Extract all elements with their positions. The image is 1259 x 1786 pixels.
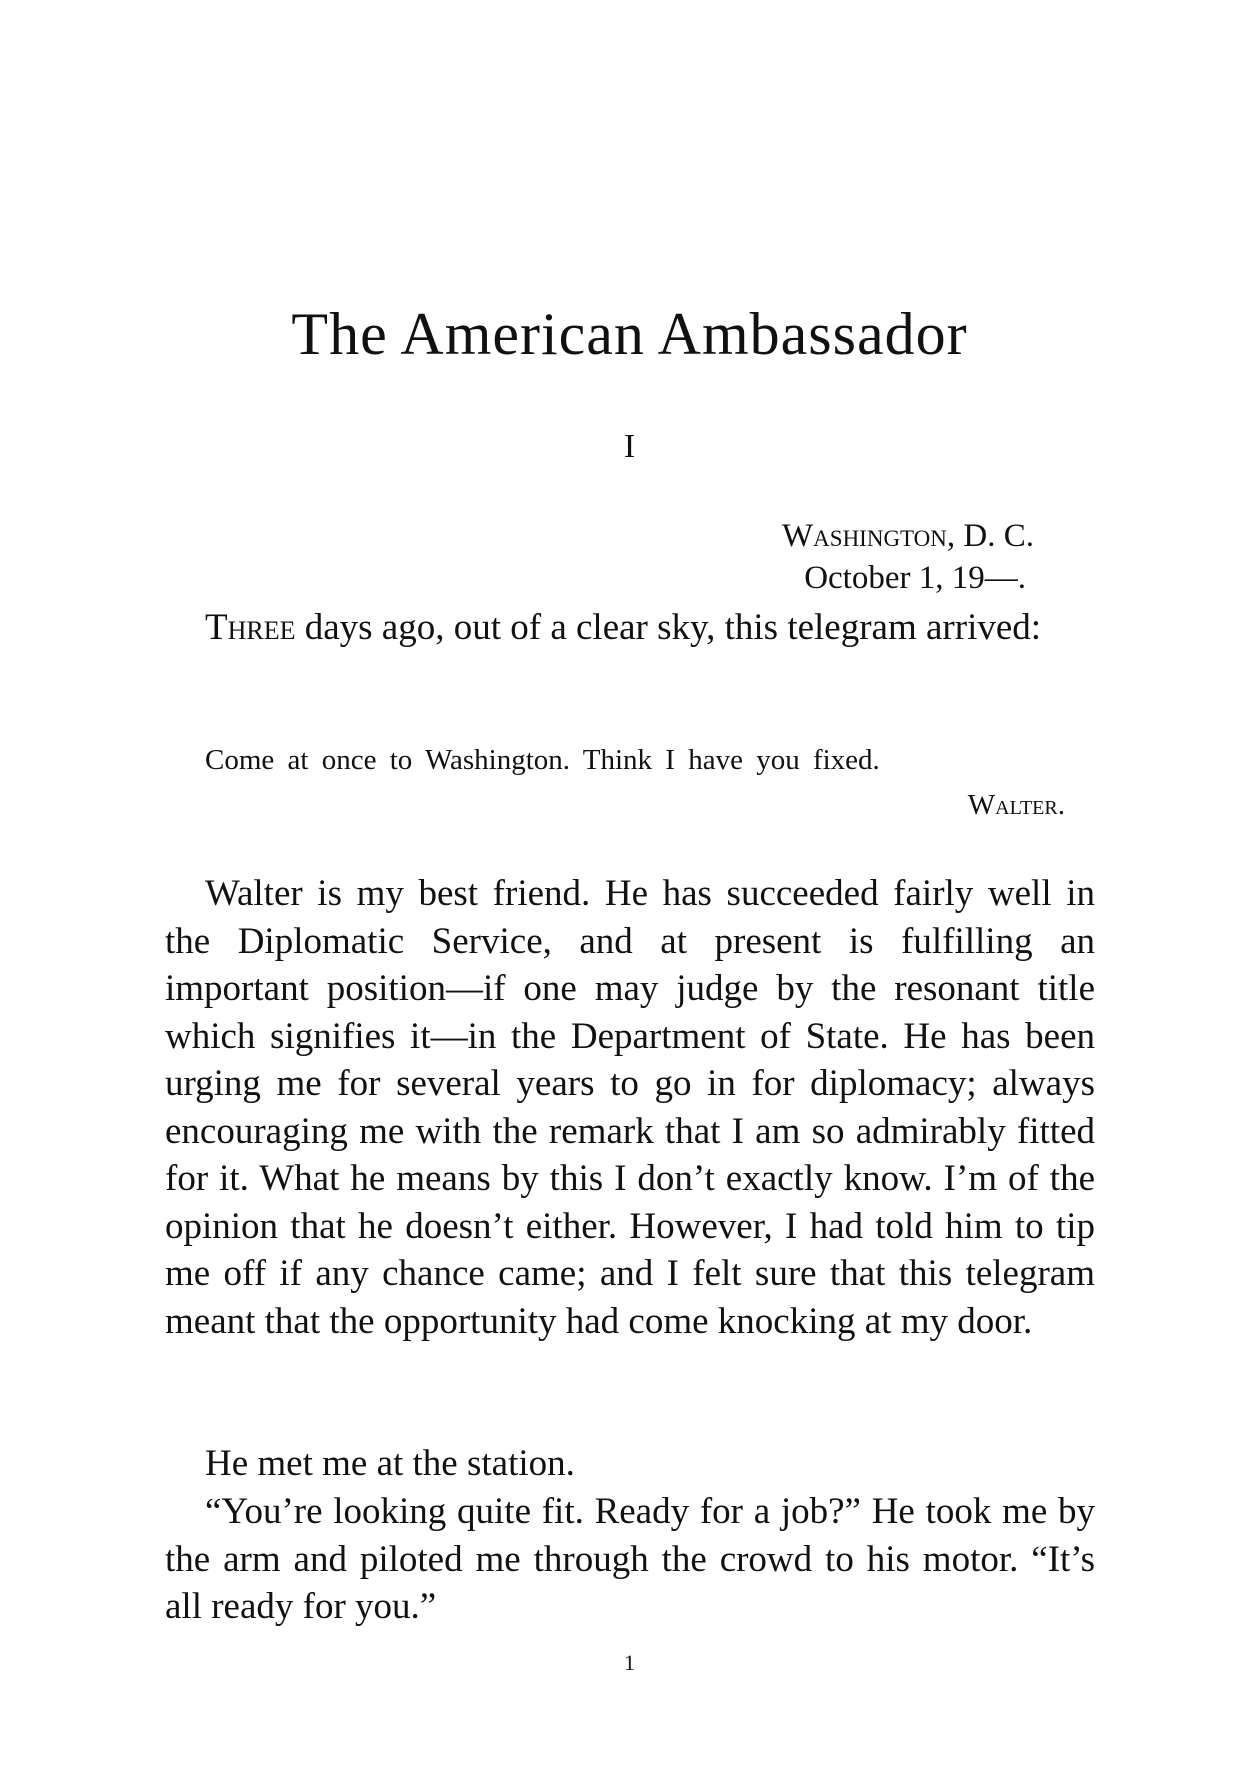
telegram-body: Come at once to Washington. Think I have you fixed. bbox=[205, 744, 880, 776]
paragraph-dialogue: “You’re looking quite fit. Ready for a job?” He took me by the arm and piloted me through the crowd to his motor. “It’s all ready for you.” bbox=[165, 1491, 1095, 1627]
dateline bbox=[782, 515, 1034, 599]
dateline-date: October 1, 19—. bbox=[804, 560, 1026, 596]
paragraph-intro bbox=[165, 604, 1095, 652]
paragraph-station: He met me at the station. bbox=[205, 1443, 575, 1484]
paragraph-lead-word: Three bbox=[205, 607, 296, 648]
page-number: 1 bbox=[624, 1650, 635, 1675]
dateline-place: Washington, D. C. bbox=[782, 518, 1034, 554]
chapter-number: I bbox=[623, 428, 636, 465]
telegram-quote bbox=[205, 738, 1095, 828]
paragraph-walter: Walter is my best friend. He has succeeded fairly well in the Diplomatic Service, and at present is fulfilling an important position—if one may judge by the resonant title which signifies it—in the Department of State. He has been urging me for several years to go in for diplomacy; always encouraging me with the remark that I am so admirably fitted for it. What he means by this I don’t exactly know. I’m of the opinion that he doesn’t either. However, I had told him to tip me off if any chance came; and I felt sure that this telegram meant that the opportunity had come knocking at my door. bbox=[165, 873, 1095, 1342]
paragraph-intro-text: days ago, out of a clear sky, this telegram arrived: bbox=[295, 607, 1042, 648]
telegram-signature: Walter. bbox=[967, 789, 1065, 821]
page-title: The American Ambassador bbox=[291, 301, 968, 367]
